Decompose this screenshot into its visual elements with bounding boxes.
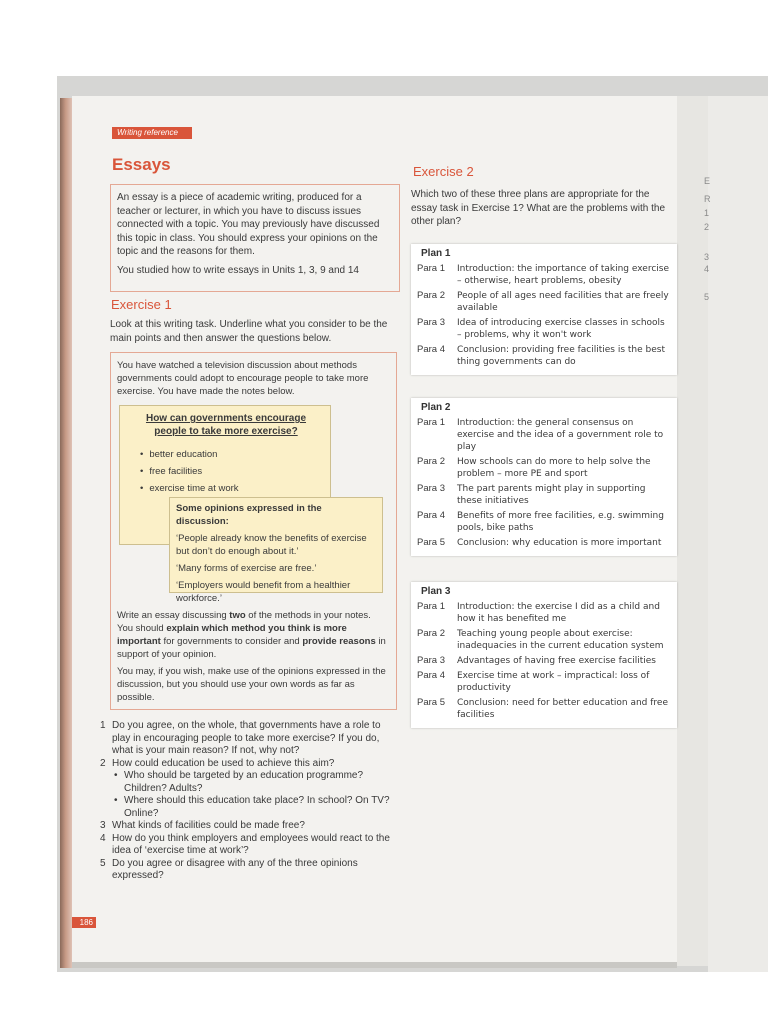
strip-letter: 1	[704, 208, 710, 218]
task-text-bold: explain which method you think is more important	[117, 623, 347, 647]
plan-para-row	[417, 510, 671, 534]
exercise2-instructions: Which two of these three plans are appropriate for the essay task in Exercise 1? What are the problems with the other plan?	[411, 189, 666, 227]
exercise2-heading: Exercise 2	[413, 164, 474, 179]
question-item	[100, 720, 400, 758]
para-text: Conclusion: providing free facilities is the best thing governments can do	[457, 345, 665, 367]
question-text: Who should be targeted by an education programme? Children? Adults?	[124, 770, 364, 794]
plan-para-row	[417, 417, 671, 453]
task-text-part: of the methods in your notes. You should	[117, 610, 371, 634]
question-number: 2	[100, 757, 106, 769]
para-text: Introduction: the exercise I did as a child and how it has benefited me	[457, 602, 660, 624]
plan-para-row	[417, 317, 671, 341]
strip-letter: 4	[704, 264, 710, 274]
next-page-edge-outer	[704, 96, 768, 972]
para-text: Introduction: the importance of taking exercise – otherwise, heart problems, obesity	[457, 264, 670, 286]
para-label: Para 3	[417, 483, 445, 494]
notes-list	[140, 446, 239, 497]
para-label: Para 3	[417, 317, 445, 328]
exercise1-questions	[100, 720, 400, 883]
opinions-title: Some opinions expressed in the discussion:	[176, 503, 322, 527]
para-text: Conclusion: why education is more important	[457, 538, 662, 548]
strip-letter: 5	[704, 292, 710, 302]
para-text: How schools can do more to help solve the problem – more PE and sport	[457, 457, 651, 479]
question-text: How could education be used to achieve this aim?	[112, 757, 335, 769]
para-label: Para 1	[417, 601, 445, 612]
question-text: Do you agree, on the whole, that governments have a role to play in encouraging people to take more exercise? If you do, what is your main reason? If not, why not?	[112, 720, 381, 756]
para-label: Para 2	[417, 290, 445, 301]
opinions-box	[169, 497, 383, 604]
page-number: 186	[72, 917, 96, 928]
notes-title: How can governments encourage people to take more exercise?	[145, 413, 307, 437]
task-intro: You have watched a television discussion about methods governments could adopt to encourage people to take more exercise. You have made the notes below.	[117, 360, 369, 397]
para-text: Benefits of more free facilities, e.g. swimming pools, bike paths	[457, 511, 664, 533]
plan-para-row	[417, 601, 671, 625]
intro-units-note: You studied how to write essays in Units 1, 3, 9 and 14	[117, 264, 359, 276]
plan-para-row	[417, 344, 671, 368]
strip-letter: R	[704, 194, 711, 204]
plan-card-2	[411, 398, 677, 556]
question-text: How do you think employers and employees would react to the idea of ‘exercise time at work’?	[112, 832, 390, 856]
plan-para-row	[417, 697, 671, 721]
task-text	[117, 609, 389, 661]
plan-para-row	[417, 670, 671, 694]
task-text-part: Write an essay discussing	[117, 610, 230, 621]
para-label: Para 2	[417, 628, 445, 639]
para-text: People of all ages need facilities that are freely available	[457, 291, 669, 313]
bullet: •	[114, 795, 118, 806]
para-label: Para 1	[417, 263, 445, 274]
list-item: • free facilities	[140, 463, 239, 480]
plan-para-row	[417, 628, 671, 652]
opinion-quote: ‘People already know the benefits of exercise but don’t do enough about it.’	[176, 533, 367, 557]
intro-paragraph: An essay is a piece of academic writing, produced for a teacher or lecturer, in which you have to discuss issues connected with a topic. You may previously have discussed this topic in class. You should express your opinions on the topic and the reasons for them.	[117, 192, 380, 257]
question-text: What kinds of facilities could be made free?	[112, 820, 305, 831]
page-bottom-edge	[72, 962, 677, 968]
plan-para-row	[417, 290, 671, 314]
para-label: Para 4	[417, 670, 445, 681]
plan-card-1	[411, 244, 677, 375]
para-text: The part parents might play in supporting these initiatives	[457, 484, 646, 506]
strip-letter: E	[704, 176, 711, 186]
plan-card-3	[411, 582, 677, 728]
question-subitem	[100, 770, 400, 795]
plan-para-row	[417, 483, 671, 507]
question-item	[100, 820, 400, 833]
task-text-note: You may, if you wish, make use of the opinions expressed in the discussion, but you should use your own words as far as possible.	[117, 666, 386, 703]
para-text: Conclusion: need for better education and free facilities	[457, 698, 668, 720]
list-item: • better education	[140, 446, 239, 463]
plan-para-row	[417, 263, 671, 287]
plan-title: Plan 3	[421, 586, 451, 597]
page-title: Essays	[112, 155, 171, 174]
question-number: 4	[100, 832, 106, 844]
plan-para-row	[417, 655, 671, 667]
task-text-part: for governments to consider and	[160, 636, 303, 647]
question-number: 3	[100, 820, 106, 831]
para-label: Para 4	[417, 510, 445, 521]
strip-letter: 3	[704, 252, 710, 262]
task-text-bold: provide reasons	[302, 636, 376, 647]
plan-title: Plan 1	[421, 248, 451, 259]
exercise1-heading: Exercise 1	[111, 297, 172, 312]
question-item	[100, 833, 400, 858]
para-label: Para 5	[417, 697, 445, 708]
para-label: Para 5	[417, 537, 445, 548]
question-text: Do you agree or disagree with any of the three opinions expressed?	[112, 857, 358, 881]
question-number: 5	[100, 857, 106, 869]
para-label: Para 3	[417, 655, 445, 666]
question-text: Where should this education take place? In school? On TV? Online?	[124, 795, 390, 819]
writing-task-box	[110, 352, 397, 710]
para-text: Advantages of having free exercise facilities	[457, 656, 656, 666]
task-text-bold: two	[229, 610, 246, 621]
bullet: •	[114, 770, 118, 781]
plan-para-row	[417, 456, 671, 480]
para-text: Exercise time at work – impractical: loss of productivity	[457, 671, 650, 693]
para-label: Para 2	[417, 456, 445, 467]
question-subitem	[100, 795, 400, 820]
para-label: Para 4	[417, 344, 445, 355]
para-text: Teaching young people about exercise: inadequacies in the current education system	[457, 629, 664, 651]
question-item	[100, 758, 400, 771]
intro-box	[110, 184, 400, 292]
strip-letter: 2	[704, 222, 710, 232]
task-text-part: in support of your opinion.	[117, 636, 386, 660]
para-text: Idea of introducing exercise classes in schools – problems, why it won't work	[457, 318, 665, 340]
question-item	[100, 858, 400, 883]
list-item: • exercise time at work	[140, 480, 239, 497]
plan-title: Plan 2	[421, 402, 451, 413]
section-tab: Writing reference	[112, 127, 192, 139]
question-number: 1	[100, 720, 106, 731]
opinion-quote: ‘Many forms of exercise are free.’	[176, 563, 317, 574]
opinion-quote: ‘Employers would benefit from a healthier workforce.’	[176, 580, 351, 604]
para-text: Introduction: the general consensus on exercise and the idea of a government role to play	[457, 418, 664, 452]
exercise1-instructions: Look at this writing task. Underline what you consider to be the main points and then answer the questions below.	[110, 319, 388, 344]
plan-para-row	[417, 537, 671, 549]
para-label: Para 1	[417, 417, 445, 428]
